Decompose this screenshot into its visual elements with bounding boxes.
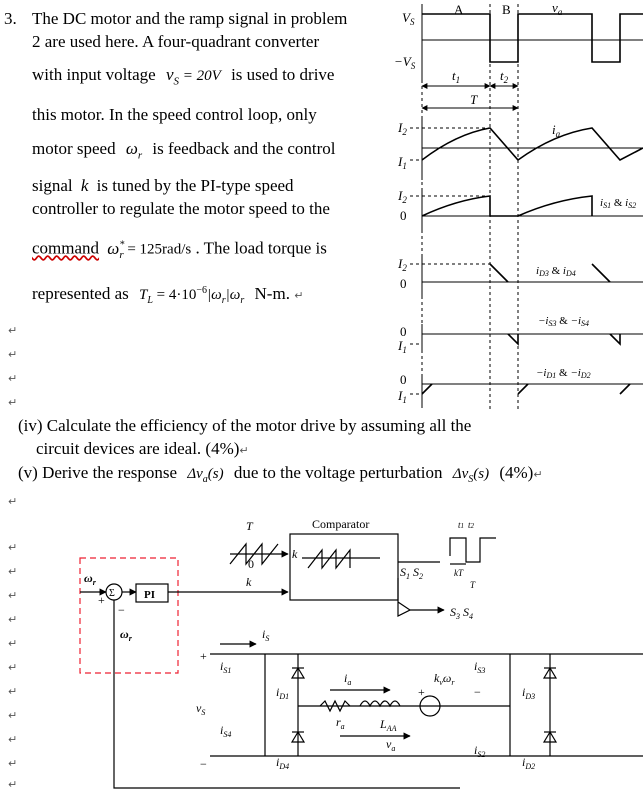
k-label-2: k bbox=[246, 575, 252, 589]
omega-fb-label: $\omega_r$ bbox=[120, 627, 132, 643]
minus-label: − bbox=[118, 603, 125, 617]
kv-omega-label: $k_v\omega_r$ bbox=[434, 671, 455, 687]
label-zero-4: 0 bbox=[400, 372, 407, 387]
problem-line-4: this motor. In the speed control loop, only bbox=[32, 105, 317, 124]
id1-label: $i_{D1}$ bbox=[276, 685, 290, 701]
T2-label: T bbox=[470, 580, 476, 590]
paragraph-mark: ↵ bbox=[8, 661, 18, 674]
label-I2-b: $I_2$ bbox=[398, 188, 407, 205]
text-motor-speed: motor speed bbox=[32, 139, 116, 158]
torque-expression: $T_L$ bbox=[139, 287, 153, 306]
omega-star-symbol: $\omega^*_r$ bbox=[107, 238, 125, 262]
plus3-label: + bbox=[418, 685, 425, 699]
omega-r-symbol: $\omega_r$ bbox=[125, 139, 143, 162]
text-is-tuned: is tuned by the PI-type speed bbox=[96, 176, 294, 195]
delta-vs-expr: $\Delta v_S(s)$ bbox=[452, 466, 490, 485]
paragraph-mark: ↵ bbox=[8, 541, 18, 554]
problem-line-8 bbox=[32, 236, 327, 264]
laa-label: $L_{AA}$ bbox=[380, 717, 397, 733]
vs-label: $v_S$ bbox=[196, 701, 206, 717]
is-label: $i_S$ bbox=[262, 627, 270, 643]
label-B: B bbox=[502, 2, 511, 17]
text-is-used: is used to drive bbox=[231, 65, 335, 84]
is1-label: $i_{S1}$ bbox=[220, 659, 232, 675]
label-t1: $t_1$ bbox=[452, 68, 461, 85]
paragraph-mark: ↵ bbox=[8, 348, 18, 361]
label-is1-is2: iS1 & iS2 bbox=[600, 197, 637, 210]
paragraph-mark: ↵ bbox=[8, 565, 18, 578]
label-zero-3: 0 bbox=[400, 324, 407, 339]
label-zero-1: 0 bbox=[400, 208, 407, 223]
label-I2-c: $I_2$ bbox=[398, 256, 407, 273]
paragraph-mark: ↵ bbox=[8, 733, 18, 746]
ia-waveform bbox=[422, 128, 643, 160]
torque-omega-1: $|\omega_r$ bbox=[207, 287, 226, 306]
question-iv-line-1: (iv) Calculate the efficiency of the motor drive by assuming all the bbox=[18, 416, 472, 435]
inductor-laa bbox=[360, 701, 400, 706]
comparator-block bbox=[290, 534, 398, 600]
text-with-input-voltage: with input voltage bbox=[32, 65, 156, 84]
paragraph-mark: ↵ bbox=[8, 589, 18, 602]
label-T: T bbox=[470, 92, 478, 107]
label-t2: $t_2$ bbox=[500, 68, 509, 85]
paragraph-mark: ↵ bbox=[294, 289, 304, 302]
vs-symbol: $v_S$ bbox=[165, 65, 180, 88]
pi-controller-region bbox=[80, 558, 178, 673]
label-ia: $i_a$ bbox=[552, 122, 561, 139]
ia-label: $i_a$ bbox=[344, 671, 352, 687]
vs-value: = 20V bbox=[179, 68, 221, 84]
problem-line-9 bbox=[32, 282, 303, 309]
zero-label: 0 bbox=[248, 557, 254, 571]
text-signal: signal bbox=[32, 176, 73, 195]
paragraph-mark: ↵ bbox=[8, 396, 18, 409]
kT-label: kT bbox=[454, 568, 463, 578]
T-label: T bbox=[246, 519, 253, 533]
id3-label: $i_{D3}$ bbox=[522, 685, 536, 701]
command-value: = 125rad/s bbox=[123, 241, 192, 258]
label-vs: $V_S$ bbox=[402, 10, 415, 27]
label-I1-c: $I_1$ bbox=[398, 388, 407, 405]
text-nm: N-m. bbox=[254, 284, 290, 303]
comparator-ramp bbox=[308, 550, 350, 568]
is1-is2-waveform bbox=[422, 196, 592, 216]
question-v-line-1: (v) Derive the response $\Delta v_a(s)$ due to the voltage perturbation $\Delta v_S(s)$ (4%)↵ bbox=[18, 463, 543, 485]
label-A: A bbox=[454, 2, 464, 17]
s1s2-label: $S_1$ $S_2$ bbox=[400, 565, 423, 581]
label-I2: $I_2$ bbox=[398, 120, 407, 137]
omega-star-label: $\omega_r$ bbox=[84, 571, 96, 587]
drive-diagram bbox=[60, 506, 643, 793]
torque-coefficient: = $4\cdot 10^{-6}$ bbox=[152, 285, 208, 303]
label-id3-id4: iD3 & iD4 bbox=[536, 265, 576, 278]
waveform-figure bbox=[392, 0, 643, 410]
label-zero-2: 0 bbox=[400, 276, 407, 291]
paragraph-mark: ↵ bbox=[8, 757, 18, 770]
paragraph-mark: ↵ bbox=[8, 778, 18, 791]
problem-line-1: The DC motor and the ramp signal in problem bbox=[32, 9, 348, 28]
is4-label: $i_{S4}$ bbox=[220, 723, 232, 739]
problem-line-5 bbox=[32, 140, 336, 164]
sigma-label: Σ bbox=[109, 588, 115, 599]
text-due-to: due to the voltage perturbation bbox=[233, 463, 443, 482]
paragraph-mark: ↵ bbox=[8, 685, 18, 698]
label-is3-is4: −iS3 & −iS4 bbox=[538, 315, 590, 328]
paragraph-mark: ↵ bbox=[8, 613, 18, 626]
paragraph-mark: ↵ bbox=[8, 709, 18, 722]
text-derive-response: (v) Derive the response bbox=[18, 463, 178, 482]
problem-number: 3. bbox=[4, 9, 17, 28]
switch-wave-icon bbox=[450, 538, 496, 562]
is3-is4-waveform bbox=[508, 334, 620, 344]
plus-label: + bbox=[98, 593, 105, 607]
question-iv-line-2: circuit devices are ideal. (4%)↵ bbox=[36, 439, 249, 458]
is3-label: $i_{S3}$ bbox=[474, 659, 486, 675]
s3s4-label: $S_3$ $S_4$ bbox=[450, 605, 473, 621]
delta-va-expr: $\Delta v_a(s)$ bbox=[187, 466, 224, 485]
problem-line-3 bbox=[32, 66, 334, 90]
torque-omega-2: $|\omega_r$ bbox=[225, 287, 245, 306]
label-I1-b: $I_1$ bbox=[398, 338, 407, 355]
problem-line-7: controller to regulate the motor speed to the bbox=[32, 199, 330, 218]
label-va: $v_a$ bbox=[552, 0, 563, 17]
comparator-label: Comparator bbox=[312, 517, 370, 531]
k-symbol: k bbox=[80, 176, 89, 195]
label-neg-vs: $-V_S$ bbox=[394, 54, 416, 71]
text-is-feedback: is feedback and the control bbox=[152, 139, 336, 158]
id1-id2-waveform bbox=[422, 384, 630, 394]
paragraph-mark: ↵ bbox=[8, 372, 18, 385]
inverter-symbol bbox=[398, 602, 410, 616]
paragraph-mark: ↵ bbox=[8, 637, 18, 650]
minus2-label: − bbox=[200, 757, 207, 771]
va-waveform bbox=[422, 14, 643, 62]
text-command: command bbox=[32, 238, 100, 258]
ra-label: $r_a$ bbox=[336, 715, 345, 731]
text-pct: (4%) bbox=[499, 463, 534, 482]
paragraph-mark: ↵ bbox=[8, 324, 18, 337]
minus3-label: − bbox=[474, 685, 481, 699]
t1t2-label: t1 t2 bbox=[458, 520, 475, 530]
id4-label: $i_{D4}$ bbox=[276, 755, 290, 771]
is2-label: $i_{S2}$ bbox=[474, 743, 486, 759]
label-id1-id2: −iD1 & −iD2 bbox=[536, 367, 591, 380]
text-represented-as: represented as bbox=[32, 284, 129, 303]
problem-line-2: 2 are used here. A four-quadrant converter bbox=[32, 32, 320, 51]
plus2-label: + bbox=[200, 649, 207, 663]
problem-line-6 bbox=[32, 177, 294, 194]
paragraph-mark: ↵ bbox=[8, 495, 18, 508]
pi-label: PI bbox=[144, 589, 155, 601]
text-load-torque: . The load torque is bbox=[195, 238, 327, 258]
va-label: $v_a$ bbox=[386, 737, 396, 753]
label-I1: $I_1$ bbox=[398, 154, 407, 171]
id2-label: $i_{D2}$ bbox=[522, 755, 536, 771]
k-label: k bbox=[292, 547, 298, 561]
